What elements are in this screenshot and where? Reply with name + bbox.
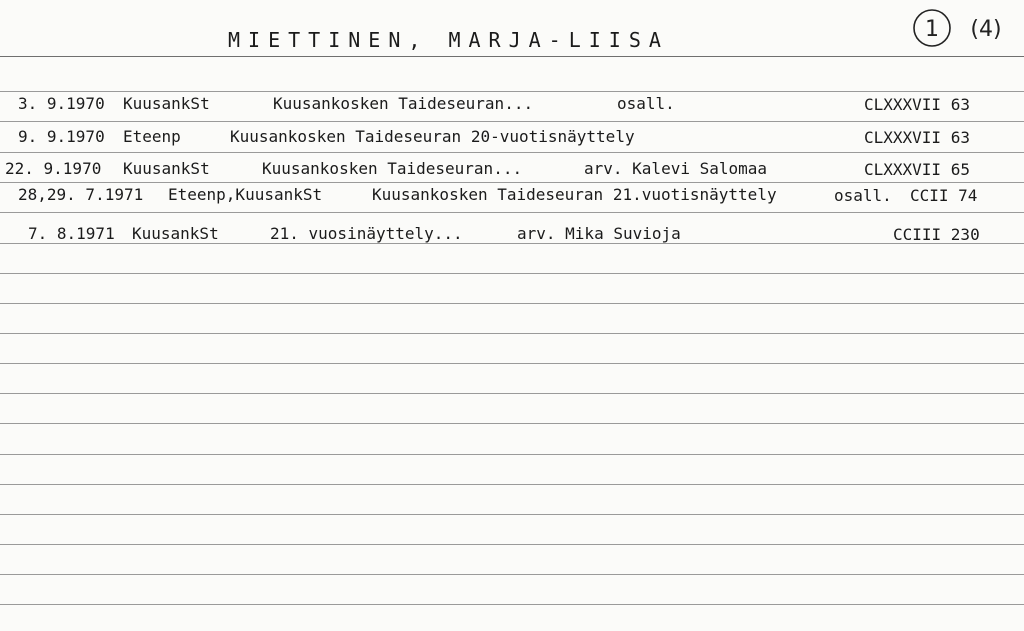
entry-ref: CCIII 230 <box>893 225 980 244</box>
entry-place: KuusankSt <box>123 94 210 113</box>
card-title: MIETTINEN, MARJA-LIISA <box>228 28 669 52</box>
card-number: 1 <box>925 17 939 42</box>
ruled-line <box>0 363 1024 364</box>
entry-date: 22. 9.1970 <box>5 159 102 178</box>
entry-exhibition: Kuusankosken Taideseuran... <box>273 94 534 113</box>
ruled-line <box>0 273 1024 274</box>
card-number-stamp <box>912 8 1018 50</box>
entry-exhibition: 21. vuosinäyttely... <box>270 224 463 243</box>
ruled-line <box>0 91 1024 92</box>
ruled-line <box>0 333 1024 334</box>
entry-exhibition: Kuusankosken Taideseuran... <box>262 159 523 178</box>
ruled-line <box>0 303 1024 304</box>
card-total: (4) <box>970 17 1002 42</box>
entry-place: KuusankSt <box>123 159 210 178</box>
ruled-line <box>0 212 1024 213</box>
ruled-line <box>0 574 1024 575</box>
entry-note: arv. Kalevi Salomaa <box>584 159 768 178</box>
entry-date: 9. 9.1970 <box>18 127 105 146</box>
ruled-line <box>0 514 1024 515</box>
ruled-line <box>0 544 1024 545</box>
ruled-line <box>0 484 1024 485</box>
entry-note: osall. <box>617 94 675 113</box>
entry-date: 7. 8.1971 <box>28 224 115 243</box>
entry-note: osall. <box>834 186 892 205</box>
entry-date: 28,29. 7.1971 <box>18 185 144 204</box>
entry-ref: CLXXXVII 63 <box>864 128 970 147</box>
entry-date: 3. 9.1970 <box>18 94 105 113</box>
entry-exhibition: Kuusankosken Taideseuran 21.vuotisnäyttely <box>372 185 777 204</box>
ruled-line <box>0 182 1024 183</box>
ruled-line <box>0 393 1024 394</box>
entry-note: arv. Mika Suvioja <box>517 224 681 243</box>
ruled-line <box>0 454 1024 455</box>
entry-place: Eteenp,KuusankSt <box>168 185 323 204</box>
header-rule <box>0 56 1024 57</box>
entry-ref: CLXXXVII 63 <box>864 95 970 114</box>
entry-ref: CLXXXVII 65 <box>864 160 970 179</box>
ruled-line <box>0 423 1024 424</box>
entry-ref: CCII 74 <box>910 186 978 205</box>
entry-place: KuusankSt <box>132 224 219 243</box>
entry-place: Eteenp <box>123 127 181 146</box>
card-number-mark <box>912 8 1018 50</box>
ruled-line <box>0 604 1024 605</box>
entry-exhibition: Kuusankosken Taideseuran 20-vuotisnäyttely <box>230 127 635 146</box>
ruled-line <box>0 121 1024 122</box>
ruled-line <box>0 152 1024 153</box>
